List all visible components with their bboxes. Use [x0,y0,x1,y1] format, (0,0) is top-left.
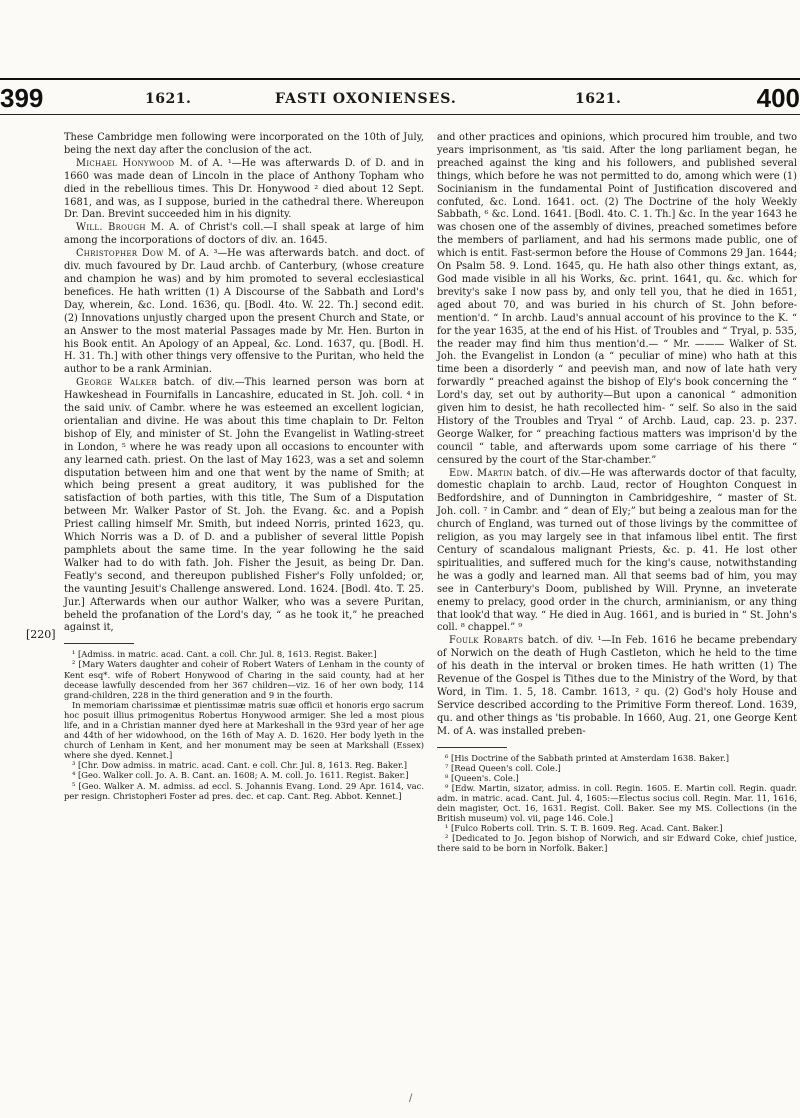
footnote: ¹ [Fulco Roberts coll. Trin. S. T. B. 1609. Reg. Acad. Cant. Baker.] [445,823,723,834]
paragraph [64,222,424,248]
header-year-right: 1621. [575,91,622,107]
paragraph-text: These Cambridge men following were incorporated on the 10th of July, being the next day after the conclusion of the act. [64,132,424,156]
footnote: ² [Mary Waters daughter and coheir of Robert Waters of Lenham in the county of Kent esq*. wife of Robert Honywood of Charing in the said county, had at her decease lawfully descended from her 367 children—viz. 16 of her own body, 114 grand-children, 228 in the third generation and 9 in the fourth. [64,659,424,700]
paragraph-text: M. A. of Christ's coll.—I shall speak at large of him among the incorporations of doctors of div. an. 1645. [64,222,425,247]
footnote: ³ [Chr. Dow admiss. in matric. acad. Cant. e coll. Chr. Jul. 8, 1613. Reg. Baker.] [72,760,407,771]
footnote: ⁸ [Queen's. Cole.] [445,772,519,783]
footnote: In memoriam charissimæ et pientissimæ matris suæ officii et honoris ergo sacrum hoc posuit illius primogenitus Robertus Honywood armiger. She led a most pious life, and in a Christian manner dyed here at Markeshall in the 93rd year of her age and 44th of her widowhood, on the 16th of May A. D. 1620. Her body lyeth in the church of Lenham in Kent, and her monument may be seen at Markshall (Essex) where she dyed. Kennet.] [64,699,424,761]
entry-name: Michael Honywood [76,157,175,169]
paragraph [437,132,797,468]
paragraph [64,248,424,377]
footnote-divider [437,747,507,748]
margin-page-reference: [220] [26,628,56,641]
footnote: ² [Dedicated to Jo. Jegon bishop of Norwich, and sir Edward Coke, chief justice, there said to be born in Norfolk. Baker.] [437,833,797,854]
entry-name: Will. Brough [76,222,146,234]
paragraph [64,158,424,223]
entry-name: George Walker [76,377,157,389]
running-header [0,0,800,118]
paragraph [64,377,424,635]
header-rule-top [0,78,800,80]
paragraph-text: batch. of div.—This learned person was born at Hawkeshead in Fournifalls in Lancashire, educated in St. Joh. coll. ⁴ in the said univ. of Cambr. where he was esteemed an excellent logician, orientalian and divine. He was about this time chaplain to Dr. Felton bishop of Ely, and minister of St. John the Evangelist in Watling-street in London, ⁵ where he was ready upon all occasions to encounter with any learned cath. priest. On the last of May 1623, was a set and solemn disputation between him and one that went by the name of Smith; at which being present a great auditory, it was published for the satisfaction of both parties, with this title, The Sum of a Disputation between Mr. Walker Pastor of St. Joh. the Evang. &c. and a Popish Priest calling himself Mr. Smith, but indeed Norris, printed 1623, qu. Which Norris was a D. of D. and a publisher of several little Popish pamphlets about the same time. In the year following he the said Walker had to do with fath. Joh. Fisher the Jesuit, as being Dr. Dan. Featly's second, and thereupon published Fisher's Folly unfolded; or, the vaunting Jesuit's Challenge answered. Lond. 1624. [Bodl. 4to. T. 25. Jur.] Afterwards when our author Walker, who was a severe Puritan, beheld the profanation of the Lord's day, “ as he took it,” he preached against it, [64,377,425,634]
footnote: ⁵ [Geo. Walker A. M. admiss. ad eccl. S. Johannis Evang. Lond. 29 Apr. 1614, vac. per resign. Christopheri Foster ad pres. dec. et cap. Cant. Reg. Abbot. Kennet.] [64,780,424,801]
header-year-left: 1621. [145,91,192,107]
footnote: ⁷ [Read Queen's coll. Cole.] [445,762,561,773]
paragraph-text: batch. of div. ¹—In Feb. 1616 he became prebendary of Norwich on the death of Hugh Castleton, which he held to the time of his death in the interval or broken times. He hath written (1) The Revenue of the Gospel is Tithes due to the Ministry of the Word, by that Word, in Tim. 1. 5, 18. Cambr. 1613, ² qu. (2) God's holy House and Service described according to the Primitive Form thereof. Lond. 1639, qu. and other things as 'tis probable. In 1660, Aug. 21, one George Kent M. of A. was installed preben- [437,635,797,737]
paragraph [437,635,797,738]
footnote-divider [64,643,134,644]
left-column [64,132,424,801]
right-column [437,132,797,854]
footnote: ¹ [Admiss. in matric. acad. Cant. a coll. Chr. Jul. 8, 1613. Regist. Baker.] [72,649,377,660]
page-number-left: 399 [0,83,44,113]
footnote: ⁴ [Geo. Walker coll. Jo. A. B. Cant. an. 1608; A. M. coll. Jo. 1611. Regist. Baker.] [72,770,409,781]
entry-name: Edw. Martin [449,467,513,479]
footnote: ⁶ [His Doctrine of the Sabbath printed at Amsterdam 1638. Baker.] [445,752,729,763]
footnote: ⁹ [Edw. Martin, sizator, admiss. in coll. Regin. 1605. E. Martin coll. Regin. quadr. adm. in matric. acad. Cant. Jul. 4, 1605:—Electus socius coll. Regin. Mar. 11, 1616, dein magister, Oct. 16, 1631. Regist. Coll. Baker. See my MS. Collections (in the British museum) vol. vii, page 146. Cole.] [437,782,797,824]
paragraph-text: batch. of div.—He was afterwards doctor of that faculty, domestic chaplain to archb. Laud, rector of Houghton Conquest in Bedfordshire, and of Dunnington in Cambridgeshire, “ master of St. Joh. coll. ⁷ in Cambr. and “ dean of Ely;” but being a zealous man for the church of England, was turned out of those livings by the committee of religion, as you may largely see in that infamous libel entit. The first Century of scandalous malignant Priests, &c. p. 41. He lost other spiritualities, and suffered much for the king's cause, notwithstanding he was a godly and learned man. All that seems bad of him, you may see in Canterbury's Doom, published by Will. Prynne, an inveterate enemy to prelacy, good order in the church, arminianism, or any thing that look'd that way. “ He died in Aug. 1661, and is buried in “ St. John's coll. ⁸ chappel.” ⁹ [437,467,798,634]
paragraph-text: M. of A. ³—He was afterwards batch. and doct. of div. much favoured by Dr. Laud archb. of Canterbury, (whose creature and champion he was) and by him promoted to several ecclesiastical benefices. He hath written (1) A Discourse of the Sabbath and Lord's Day, wherein, &c. Lond. 1636, qu. [Bodl. 4to. W. 22. Th.] second edit. (2) Innovations unjustly charged upon the present Church and State, or an Answer to the most material Passages made by Mr. Hen. Burton in his Book entit. An Apology of an Appeal, &c. Lond. 1637, qu. [Bodl. H. H. 31. Th.] with other things very offensive to the Puritan, who held the author to be a rank Arminian. [64,248,424,376]
entry-name: Christopher Dow [76,248,164,260]
paragraph [64,132,424,158]
entry-name: Foulk Robarts [449,635,524,647]
running-title: FASTI OXONIENSES. [275,91,457,107]
paragraph-text: M. of A. ¹—He was afterwards D. of D. and in 1660 was made dean of Lincoln in the place of Anthony Topham who died in the rebellious times. This Dr. Honywood ² died about 12 Sept. 1681, and was, as I suppose, buried in the cathedral there. Whereupon Dr. Dan. Brevint succeeded him in his dignity. [64,157,424,221]
header-rule-bottom [0,114,800,115]
paragraph-text: and other practices and opinions, which procured him trouble, and two years imprisonment, as 'tis said. After the long parliament began, he preached against the king and his followers, and published several things, which before he was not permitted to do, among which were (1) Socinianism in the fundamental Point of Justification discovered and confuted, &c. Lond. 1641. oct. (2) The Doctrine of the holy Weekly Sabbath, ⁶ &c. Lond. 1641. [Bodl. 4to. C. 1. Th.] &c. In the year 1643 he was chosen one of the assembly of divines, preached sometimes before the members of parliament, and had his sermons made public, one of which is entit. Fast-sermon before the House of Commons 29 Jan. 1644; On Psalm 58. 9. Lond. 1645, qu. He hath also other things extant, as, God made visible in all his Works, &c. print. 1641, qu. &c. which for brevity's sake I now pass by, and only tell you, that he died in 1651, aged about 70, and was buried in his church of St. John before-mention'd. “ In archb. Laud's annual account of his province to the K. “ for the year 1635, at the end of his Hist. of Troubles and “ Tryal, p. 535, the reader may find him thus mention'd.— “ Mr. ——— Walker of St. Joh. the Evangelist in London (a “ peculiar of mine) who hath at this time been a disorderly “ and peevish man, and now of late hath very forwardly “ preached against the bishop of Ely's book concerning the “ Lord's day, set out by authority—But upon a canonical “ admonition given him to desist, he hath recollected him- “ self. So also in the said History of the Troubles and Tryal “ of Archb. Laud, cap. 23. p. 237. George Walker, for “ preaching factious matters was imprison'd by the council “ table, and afterwards upom some carriage of his there “ censured by the court of the Star-chamber.” [437,132,797,466]
stray-mark: / [409,1093,413,1104]
page-number-right: 400 [756,83,800,113]
paragraph [437,468,797,636]
